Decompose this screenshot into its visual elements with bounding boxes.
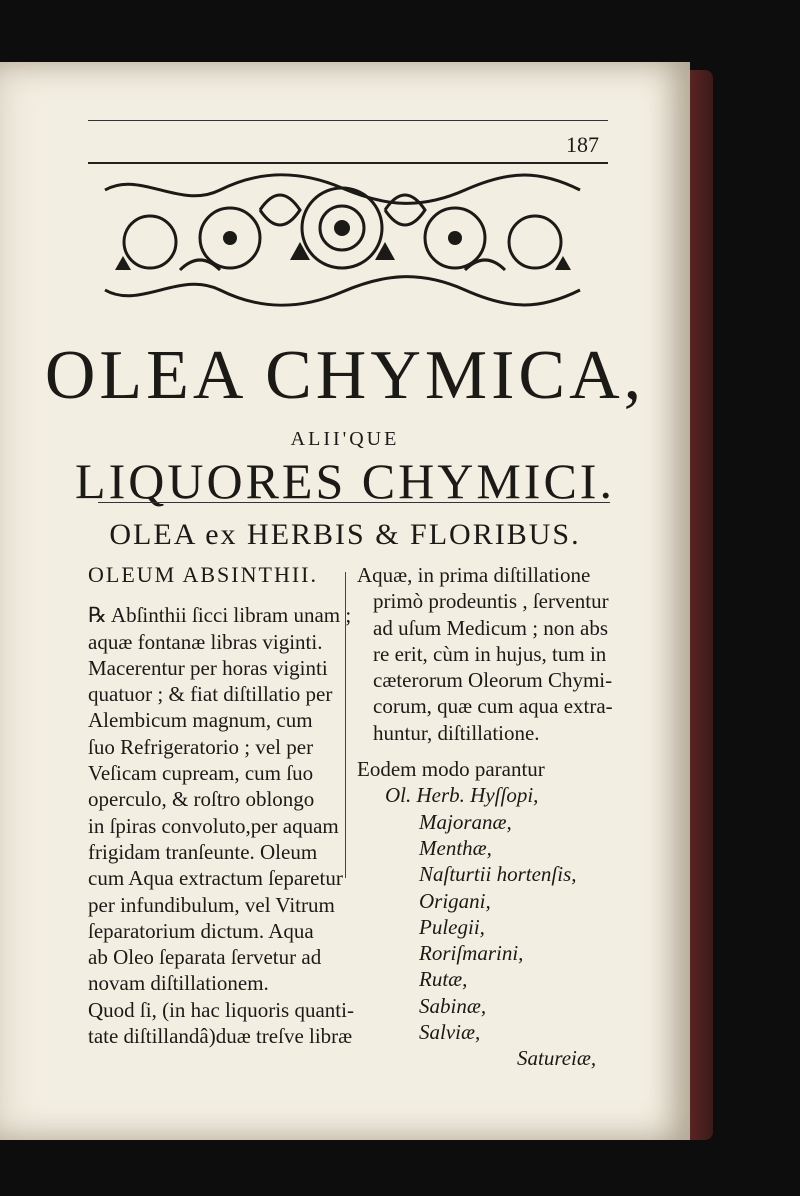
text-line: per infundibulum, vel Vitrum xyxy=(88,892,335,917)
list-item: Satureiæ, xyxy=(517,1046,597,1071)
recipe-heading: OLEUM ABSINTHII. xyxy=(88,562,318,587)
top-rule-thin xyxy=(88,120,608,121)
text-line: ab Oleo ſeparata ſervetur ad xyxy=(88,945,322,970)
text-line: huntur, diſtillatione. xyxy=(373,720,540,745)
list-item: Rutæ, xyxy=(419,967,468,992)
page-number: 187 xyxy=(566,132,599,157)
main-title: OLEA CHYMICA, xyxy=(44,337,646,414)
section-heading: OLEA ex HERBIS & FLORIBUS. xyxy=(109,518,581,551)
text-line: aquæ fontanæ libras viginti. xyxy=(88,629,323,654)
text-line: cum Aqua extractum ſeparetur xyxy=(88,866,343,891)
text-line: ℞ Abſinthii ſicci libram unam ; xyxy=(88,603,352,628)
list-item: Sabinæ, xyxy=(419,993,487,1018)
left-column xyxy=(88,562,354,1049)
right-column xyxy=(357,562,627,1072)
text-line: quatuor ; & fiat diſtillatio per xyxy=(88,682,333,707)
list-item: Origani, xyxy=(419,888,491,913)
list-item: Naſturtii hortenſis, xyxy=(419,862,577,887)
list-item: Salviæ, xyxy=(419,1020,481,1045)
second-title: LIQUORES CHYMICI. xyxy=(75,453,615,509)
list-intro: Eodem modo parantur xyxy=(357,757,545,782)
text-line: Veſicam cupream, cum ſuo xyxy=(88,761,314,786)
text-line: primò prodeuntis , ſerventur xyxy=(373,589,609,614)
list-item: Ol. Herb. Hyſſopi, xyxy=(385,783,539,808)
column-divider xyxy=(345,572,346,878)
text-line: operculo, & roſtro oblongo xyxy=(88,787,315,812)
text-line: tate diſtillandâ)duæ treſve libræ xyxy=(88,1024,353,1049)
text-line: ſeparatorium dictum. Aqua xyxy=(88,918,314,943)
text-line: ad uſum Medicum ; non abs xyxy=(373,615,609,640)
list-item: Roriſmarini, xyxy=(419,941,524,966)
list-item: Pulegii, xyxy=(419,914,485,939)
text-line: cæterorum Oleorum Chymi- xyxy=(373,668,613,693)
text-line: Aquæ, in prima diſtillatione xyxy=(357,563,591,587)
text-line: in ſpiras convoluto,per aquam xyxy=(88,813,339,838)
book-page xyxy=(0,62,690,1140)
herb-list xyxy=(357,782,627,1071)
text-line: novam diſtillationem. xyxy=(88,971,269,996)
subtitle: ALII'QUE xyxy=(290,428,400,450)
list-item: Majoranæ, xyxy=(419,809,512,834)
list-item: Menthæ, xyxy=(419,835,492,860)
text-line: frigidam tranſeunte. Oleum xyxy=(88,839,318,864)
text-line: corum, quæ cum aqua extra- xyxy=(373,694,613,719)
text-line: re erit, cùm in hujus, tum in xyxy=(373,641,607,666)
text-line: ſuo Refrigeratorio ; vel per xyxy=(88,734,314,759)
top-rule-thick xyxy=(88,162,608,164)
text-line: Alembicum magnum, cum xyxy=(88,708,313,733)
text-line: Macerentur per horas viginti xyxy=(88,655,328,680)
title-rule xyxy=(98,502,610,503)
text-line: Quod ſi, (in hac liquoris quanti- xyxy=(88,997,354,1022)
